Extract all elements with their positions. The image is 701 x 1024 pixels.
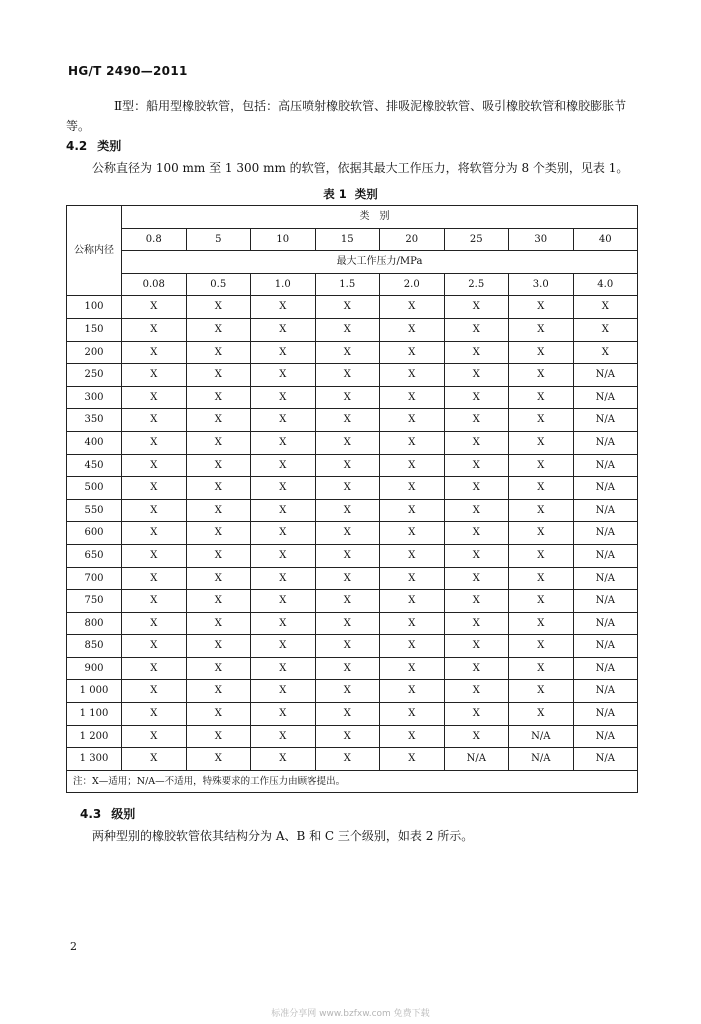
table-note-row: [67, 770, 638, 793]
applicability-cell: X: [315, 680, 380, 703]
applicability-cell: X: [122, 703, 187, 726]
table-row: [67, 522, 638, 545]
diameter-header: 公称内径: [67, 206, 122, 296]
applicability-cell: X: [186, 703, 251, 726]
applicability-cell: X: [251, 748, 316, 771]
applicability-cell: X: [122, 409, 187, 432]
table-row: [67, 680, 638, 703]
applicability-cell: X: [380, 409, 445, 432]
applicability-cell: X: [186, 318, 251, 341]
applicability-cell: X: [573, 318, 638, 341]
applicability-cell: X: [444, 386, 509, 409]
applicability-cell: X: [122, 725, 187, 748]
table-row: [67, 635, 638, 658]
applicability-cell: X: [509, 657, 574, 680]
applicability-cell: X: [251, 296, 316, 319]
applicability-cell: X: [251, 703, 316, 726]
applicability-cell: X: [122, 522, 187, 545]
applicability-cell: N/A: [573, 612, 638, 635]
applicability-cell: X: [315, 748, 380, 771]
pressure-cell: 3.0: [509, 273, 574, 296]
applicability-cell: X: [122, 296, 187, 319]
applicability-cell: X: [315, 612, 380, 635]
applicability-cell: X: [509, 567, 574, 590]
applicability-cell: X: [380, 431, 445, 454]
diameter-cell: 150: [67, 318, 122, 341]
applicability-cell: X: [380, 544, 445, 567]
table-row: [67, 725, 638, 748]
applicability-cell: X: [509, 544, 574, 567]
applicability-cell: X: [122, 454, 187, 477]
category-header: 类别: [122, 206, 638, 229]
section-4-3-text: 两种型别的橡胶软管依其结构分为 A、B 和 C 三个级别，如表 2 所示。: [92, 829, 474, 843]
applicability-cell: N/A: [509, 725, 574, 748]
applicability-cell: X: [509, 341, 574, 364]
table-row: [67, 567, 638, 590]
table-row: [67, 431, 638, 454]
section-4-2-text: 公称直径为 100 mm 至 1 300 mm 的软管，依据其最大工作压力，将软管分为 8 个类别，见表 1。: [92, 161, 629, 175]
applicability-cell: X: [315, 499, 380, 522]
applicability-cell: X: [251, 657, 316, 680]
applicability-cell: X: [122, 567, 187, 590]
applicability-cell: X: [251, 522, 316, 545]
applicability-cell: N/A: [573, 544, 638, 567]
applicability-cell: X: [380, 635, 445, 658]
applicability-cell: X: [444, 499, 509, 522]
category-cell: 40: [573, 228, 638, 251]
applicability-cell: X: [380, 590, 445, 613]
applicability-cell: X: [509, 431, 574, 454]
applicability-cell: X: [186, 522, 251, 545]
applicability-cell: N/A: [573, 567, 638, 590]
applicability-cell: N/A: [573, 657, 638, 680]
applicability-cell: X: [122, 386, 187, 409]
diameter-cell: 100: [67, 296, 122, 319]
applicability-cell: X: [315, 544, 380, 567]
applicability-cell: X: [315, 364, 380, 387]
applicability-cell: N/A: [573, 748, 638, 771]
applicability-cell: X: [573, 296, 638, 319]
applicability-cell: X: [315, 341, 380, 364]
pressure-cell: 2.0: [380, 273, 445, 296]
table-row: [67, 454, 638, 477]
applicability-cell: X: [251, 409, 316, 432]
watermark: 标准分享网 www.bzfxw.com 免费下载: [271, 1009, 430, 1019]
applicability-cell: X: [380, 499, 445, 522]
applicability-cell: X: [509, 296, 574, 319]
applicability-cell: N/A: [573, 680, 638, 703]
table-header-row-pressures: [67, 273, 638, 296]
diameter-cell: 650: [67, 544, 122, 567]
diameter-cell: 700: [67, 567, 122, 590]
applicability-cell: X: [444, 590, 509, 613]
applicability-cell: X: [251, 590, 316, 613]
applicability-cell: X: [251, 612, 316, 635]
diameter-cell: 400: [67, 431, 122, 454]
applicability-cell: X: [186, 680, 251, 703]
applicability-cell: X: [186, 499, 251, 522]
pressure-cell: 0.5: [186, 273, 251, 296]
applicability-cell: X: [122, 748, 187, 771]
table-row: [67, 590, 638, 613]
applicability-cell: X: [122, 657, 187, 680]
applicability-cell: X: [315, 409, 380, 432]
category-table: [66, 205, 638, 793]
applicability-cell: X: [251, 567, 316, 590]
applicability-cell: X: [380, 522, 445, 545]
applicability-cell: X: [380, 364, 445, 387]
intro-paragraph: Ⅱ型：船用型橡胶软管，包括：高压喷射橡胶软管、排吸泥橡胶软管、吸引橡胶软管和橡胶膨胀节等。: [66, 99, 627, 133]
table-row: [67, 409, 638, 432]
section-title: 类别: [97, 139, 122, 153]
applicability-cell: X: [122, 499, 187, 522]
applicability-cell: X: [186, 341, 251, 364]
diameter-cell: 1 200: [67, 725, 122, 748]
applicability-cell: X: [509, 522, 574, 545]
applicability-cell: X: [509, 318, 574, 341]
applicability-cell: X: [122, 635, 187, 658]
applicability-cell: X: [251, 635, 316, 658]
applicability-cell: X: [315, 296, 380, 319]
applicability-cell: N/A: [573, 499, 638, 522]
applicability-cell: X: [509, 409, 574, 432]
diameter-cell: 250: [67, 364, 122, 387]
applicability-cell: X: [186, 454, 251, 477]
pressure-header: 最大工作压力/MPa: [122, 251, 638, 274]
applicability-cell: X: [122, 431, 187, 454]
applicability-cell: N/A: [573, 635, 638, 658]
applicability-cell: X: [509, 386, 574, 409]
applicability-cell: X: [380, 748, 445, 771]
category-cell: 30: [509, 228, 574, 251]
table-row: [67, 364, 638, 387]
table-row: [67, 318, 638, 341]
applicability-cell: X: [251, 364, 316, 387]
table-row: [67, 544, 638, 567]
applicability-cell: X: [122, 364, 187, 387]
section-4-3-heading: [80, 805, 135, 822]
applicability-cell: X: [380, 318, 445, 341]
document-code: HG/T 2490—2011: [68, 64, 188, 78]
applicability-cell: X: [380, 454, 445, 477]
applicability-cell: N/A: [573, 703, 638, 726]
applicability-cell: X: [186, 748, 251, 771]
applicability-cell: N/A: [509, 748, 574, 771]
table-note: 注：X—适用；N/A—不适用，特殊要求的工作压力由顾客提出。: [67, 770, 638, 793]
diameter-cell: 300: [67, 386, 122, 409]
applicability-cell: X: [444, 725, 509, 748]
category-cell: 0.8: [122, 228, 187, 251]
applicability-cell: X: [186, 612, 251, 635]
applicability-cell: X: [444, 341, 509, 364]
diameter-cell: 200: [67, 341, 122, 364]
applicability-cell: X: [444, 635, 509, 658]
applicability-cell: X: [251, 680, 316, 703]
applicability-cell: X: [251, 341, 316, 364]
applicability-cell: X: [186, 635, 251, 658]
applicability-cell: X: [380, 477, 445, 500]
applicability-cell: X: [444, 567, 509, 590]
applicability-cell: X: [251, 725, 316, 748]
category-cell: 15: [315, 228, 380, 251]
applicability-cell: X: [509, 590, 574, 613]
table-caption-number: 表 1: [323, 187, 347, 201]
applicability-cell: N/A: [573, 386, 638, 409]
applicability-cell: X: [444, 477, 509, 500]
applicability-cell: N/A: [573, 522, 638, 545]
applicability-cell: X: [444, 703, 509, 726]
applicability-cell: X: [315, 567, 380, 590]
diameter-cell: 850: [67, 635, 122, 658]
applicability-cell: N/A: [573, 590, 638, 613]
applicability-cell: X: [315, 657, 380, 680]
applicability-cell: N/A: [444, 748, 509, 771]
applicability-cell: X: [380, 612, 445, 635]
applicability-cell: X: [122, 477, 187, 500]
applicability-cell: X: [186, 296, 251, 319]
table-row: [67, 703, 638, 726]
applicability-cell: X: [380, 296, 445, 319]
pressure-cell: 1.0: [251, 273, 316, 296]
applicability-cell: X: [380, 657, 445, 680]
applicability-cell: X: [315, 477, 380, 500]
category-cell: 10: [251, 228, 316, 251]
applicability-cell: X: [380, 680, 445, 703]
category-cell: 25: [444, 228, 509, 251]
applicability-cell: X: [380, 725, 445, 748]
applicability-cell: X: [122, 680, 187, 703]
diameter-cell: 1 000: [67, 680, 122, 703]
applicability-cell: X: [251, 499, 316, 522]
applicability-cell: X: [380, 703, 445, 726]
applicability-cell: X: [315, 318, 380, 341]
table-row: [67, 341, 638, 364]
pressure-cell: 1.5: [315, 273, 380, 296]
applicability-cell: X: [444, 318, 509, 341]
diameter-cell: 800: [67, 612, 122, 635]
section-number: 4.3: [80, 807, 102, 821]
applicability-cell: X: [444, 612, 509, 635]
table-header-row-category: [67, 206, 638, 229]
applicability-cell: X: [444, 364, 509, 387]
table-caption-title: 类别: [354, 187, 378, 201]
applicability-cell: X: [444, 296, 509, 319]
applicability-cell: X: [186, 657, 251, 680]
applicability-cell: X: [315, 590, 380, 613]
applicability-cell: X: [315, 703, 380, 726]
applicability-cell: X: [380, 386, 445, 409]
table-header-row-categories: [67, 228, 638, 251]
diameter-cell: 600: [67, 522, 122, 545]
table-row: [67, 477, 638, 500]
applicability-cell: N/A: [573, 454, 638, 477]
applicability-cell: X: [251, 318, 316, 341]
applicability-cell: X: [509, 635, 574, 658]
applicability-cell: N/A: [573, 477, 638, 500]
applicability-cell: X: [186, 567, 251, 590]
applicability-cell: X: [122, 590, 187, 613]
pressure-cell: 4.0: [573, 273, 638, 296]
applicability-cell: X: [251, 431, 316, 454]
table-row: [67, 612, 638, 635]
applicability-cell: X: [509, 477, 574, 500]
table-row: [67, 296, 638, 319]
section-number: 4.2: [66, 139, 88, 153]
applicability-cell: X: [186, 386, 251, 409]
diameter-cell: 900: [67, 657, 122, 680]
applicability-cell: X: [315, 522, 380, 545]
applicability-cell: X: [509, 680, 574, 703]
applicability-cell: X: [315, 635, 380, 658]
diameter-cell: 750: [67, 590, 122, 613]
applicability-cell: X: [251, 544, 316, 567]
table-header-row-pressure-label: [67, 251, 638, 274]
applicability-cell: X: [315, 431, 380, 454]
applicability-cell: X: [186, 477, 251, 500]
applicability-cell: X: [509, 612, 574, 635]
applicability-cell: X: [186, 409, 251, 432]
table-caption: [0, 186, 701, 202]
applicability-cell: X: [186, 590, 251, 613]
applicability-cell: X: [509, 703, 574, 726]
category-cell: 20: [380, 228, 445, 251]
category-cell: 5: [186, 228, 251, 251]
table-row: [67, 657, 638, 680]
applicability-cell: X: [380, 341, 445, 364]
table-row: [67, 748, 638, 771]
pressure-cell: 2.5: [444, 273, 509, 296]
applicability-cell: X: [186, 544, 251, 567]
applicability-cell: X: [444, 522, 509, 545]
diameter-cell: 1 100: [67, 703, 122, 726]
applicability-cell: X: [122, 612, 187, 635]
applicability-cell: X: [315, 386, 380, 409]
applicability-cell: X: [186, 431, 251, 454]
applicability-cell: X: [315, 725, 380, 748]
diameter-cell: 350: [67, 409, 122, 432]
page-number: 2: [70, 940, 77, 953]
applicability-cell: X: [122, 544, 187, 567]
applicability-cell: X: [509, 364, 574, 387]
applicability-cell: X: [251, 454, 316, 477]
applicability-cell: X: [186, 725, 251, 748]
applicability-cell: N/A: [573, 725, 638, 748]
applicability-cell: X: [251, 386, 316, 409]
applicability-cell: X: [251, 477, 316, 500]
pressure-cell: 0.08: [122, 273, 187, 296]
table-row: [67, 499, 638, 522]
diameter-cell: 1 300: [67, 748, 122, 771]
diameter-cell: 500: [67, 477, 122, 500]
applicability-cell: X: [380, 567, 445, 590]
applicability-cell: X: [186, 364, 251, 387]
applicability-cell: X: [509, 499, 574, 522]
applicability-cell: X: [122, 341, 187, 364]
applicability-cell: X: [444, 454, 509, 477]
applicability-cell: X: [444, 409, 509, 432]
applicability-cell: X: [444, 680, 509, 703]
applicability-cell: X: [444, 657, 509, 680]
applicability-cell: N/A: [573, 409, 638, 432]
applicability-cell: X: [509, 454, 574, 477]
diameter-cell: 550: [67, 499, 122, 522]
section-4-2-heading: [66, 137, 121, 154]
applicability-cell: X: [444, 544, 509, 567]
table-row: [67, 386, 638, 409]
applicability-cell: X: [122, 318, 187, 341]
section-title: 级别: [111, 807, 136, 821]
applicability-cell: X: [573, 341, 638, 364]
applicability-cell: N/A: [573, 364, 638, 387]
diameter-cell: 450: [67, 454, 122, 477]
applicability-cell: X: [315, 454, 380, 477]
applicability-cell: N/A: [573, 431, 638, 454]
applicability-cell: X: [444, 431, 509, 454]
